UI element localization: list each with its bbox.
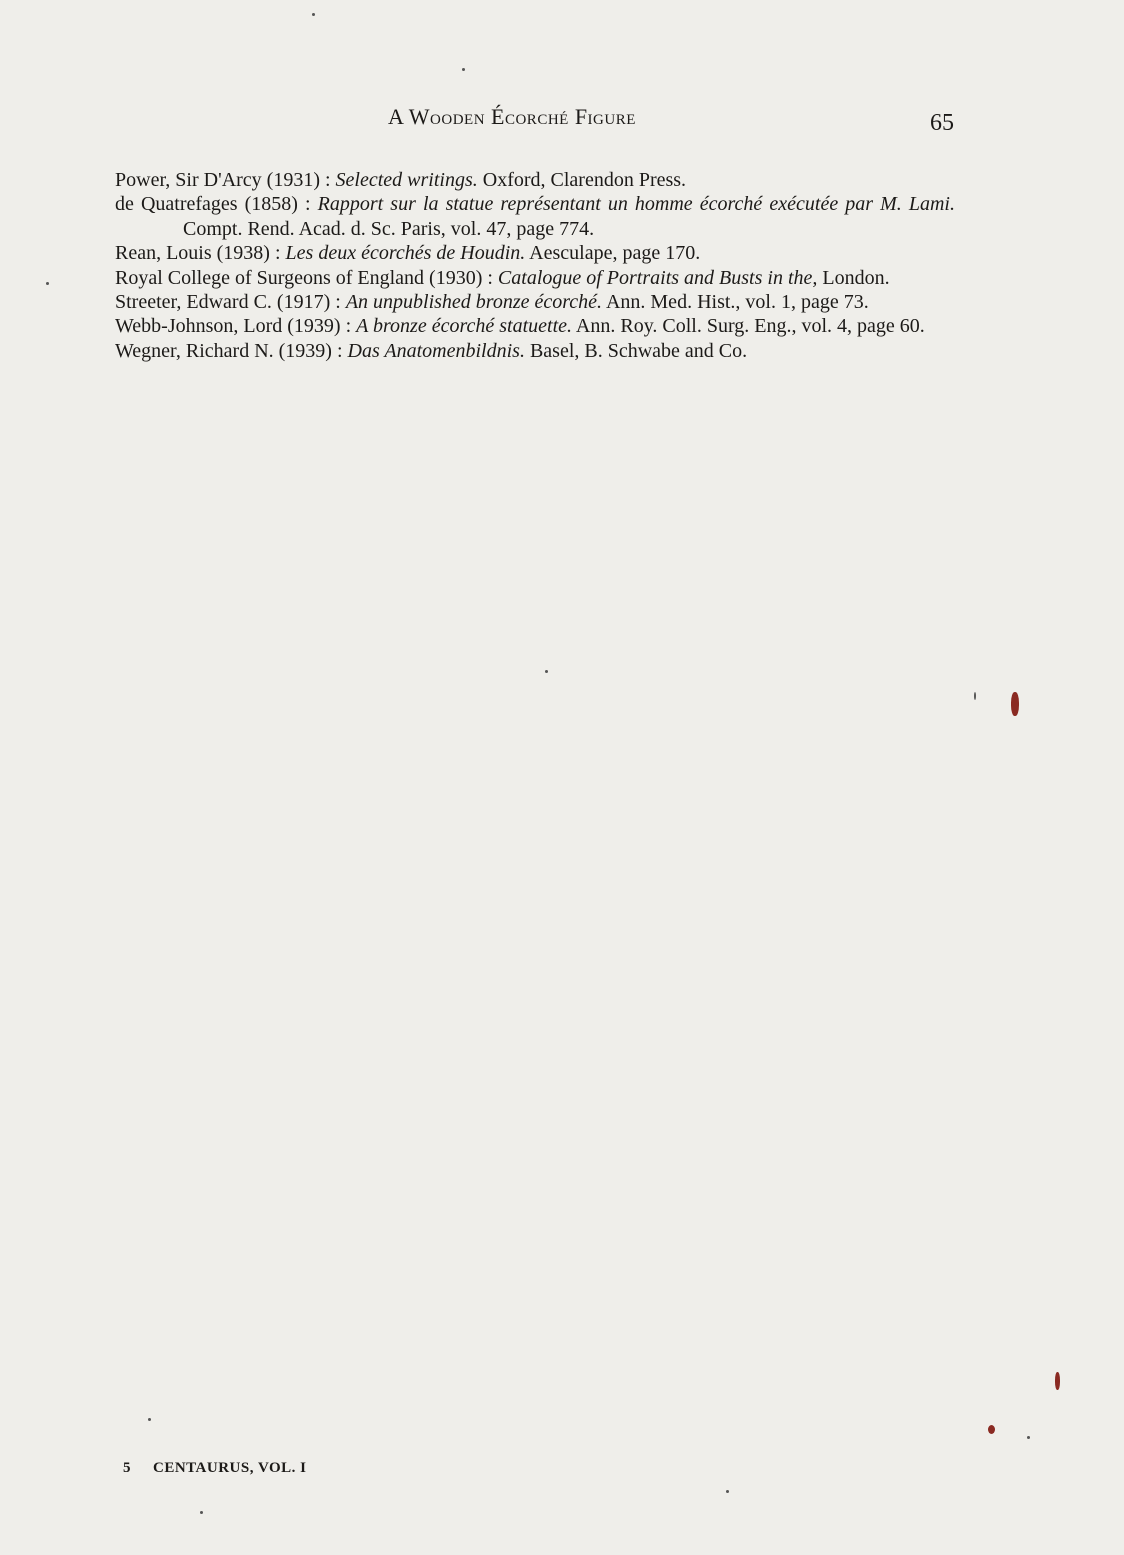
reference-title: An unpublished bronze écorché.	[345, 291, 603, 314]
ink-stain	[1055, 1372, 1060, 1390]
reference-source: Ann. Roy. Coll. Surg. Eng., vol. 4, page 60.	[572, 315, 925, 338]
reference-title: Les deux écorchés de Houdin.	[285, 242, 526, 265]
reference-entry	[115, 339, 955, 363]
reference-entry	[115, 314, 955, 338]
reference-title: Rapport sur la statue représentant un homme écorché exécutée par M. Lami.	[317, 193, 955, 216]
reference-source: Oxford, Clarendon Press.	[477, 169, 687, 191]
reference-title: Das Anatomenbildnis.	[347, 339, 525, 362]
paper-speck	[462, 68, 465, 71]
reference-source: Basel, B. Schwabe and Co.	[524, 339, 748, 362]
reference-author: Royal College of Surgeons of England (1930) :	[115, 266, 498, 289]
reference-title: Selected writings.	[335, 169, 478, 191]
ink-stain	[1011, 692, 1019, 716]
reference-source: London.	[817, 266, 890, 289]
paper-speck	[545, 670, 548, 673]
paper-speck	[46, 282, 49, 285]
reference-entry	[115, 192, 955, 241]
reference-entry	[115, 168, 955, 192]
reference-author: Rean, Louis (1938) :	[115, 242, 286, 265]
journal-footer: CENTAURUS, VOL. I	[153, 1460, 307, 1476]
reference-entry	[115, 266, 955, 290]
page-footer	[123, 1460, 307, 1477]
paper-speck	[312, 13, 315, 16]
reference-title: Catalogue of Portraits and Busts in the,	[497, 266, 818, 289]
reference-entry	[115, 290, 955, 314]
page-number: 65	[930, 110, 954, 136]
paper-speck	[148, 1418, 151, 1421]
reference-author: de Quatrefages (1858) :	[115, 193, 318, 216]
reference-author: Wegner, Richard N. (1939) :	[115, 339, 348, 362]
paper-speck	[1027, 1436, 1030, 1439]
reference-author: Webb-Johnson, Lord (1939) :	[115, 315, 357, 338]
reference-title: A bronze écorché statuette.	[356, 315, 573, 338]
reference-source: Compt. Rend. Acad. d. Sc. Paris, vol. 47, page 774.	[183, 217, 595, 240]
reference-source: Ann. Med. Hist., vol. 1, page 73.	[602, 291, 869, 314]
reference-author: Power, Sir D'Arcy (1931) :	[115, 169, 336, 191]
ink-stain	[988, 1425, 995, 1434]
signature-mark: 5	[123, 1460, 131, 1476]
paper-speck	[726, 1490, 729, 1493]
reference-list	[115, 168, 955, 363]
running-head: A Wooden Écorché Figure	[388, 104, 636, 129]
paper-speck	[974, 692, 976, 700]
paper-speck	[200, 1511, 203, 1514]
reference-source: Aesculape, page 170.	[525, 242, 701, 265]
reference-author: Streeter, Edward C. (1917) :	[115, 291, 346, 314]
reference-entry	[115, 241, 955, 265]
